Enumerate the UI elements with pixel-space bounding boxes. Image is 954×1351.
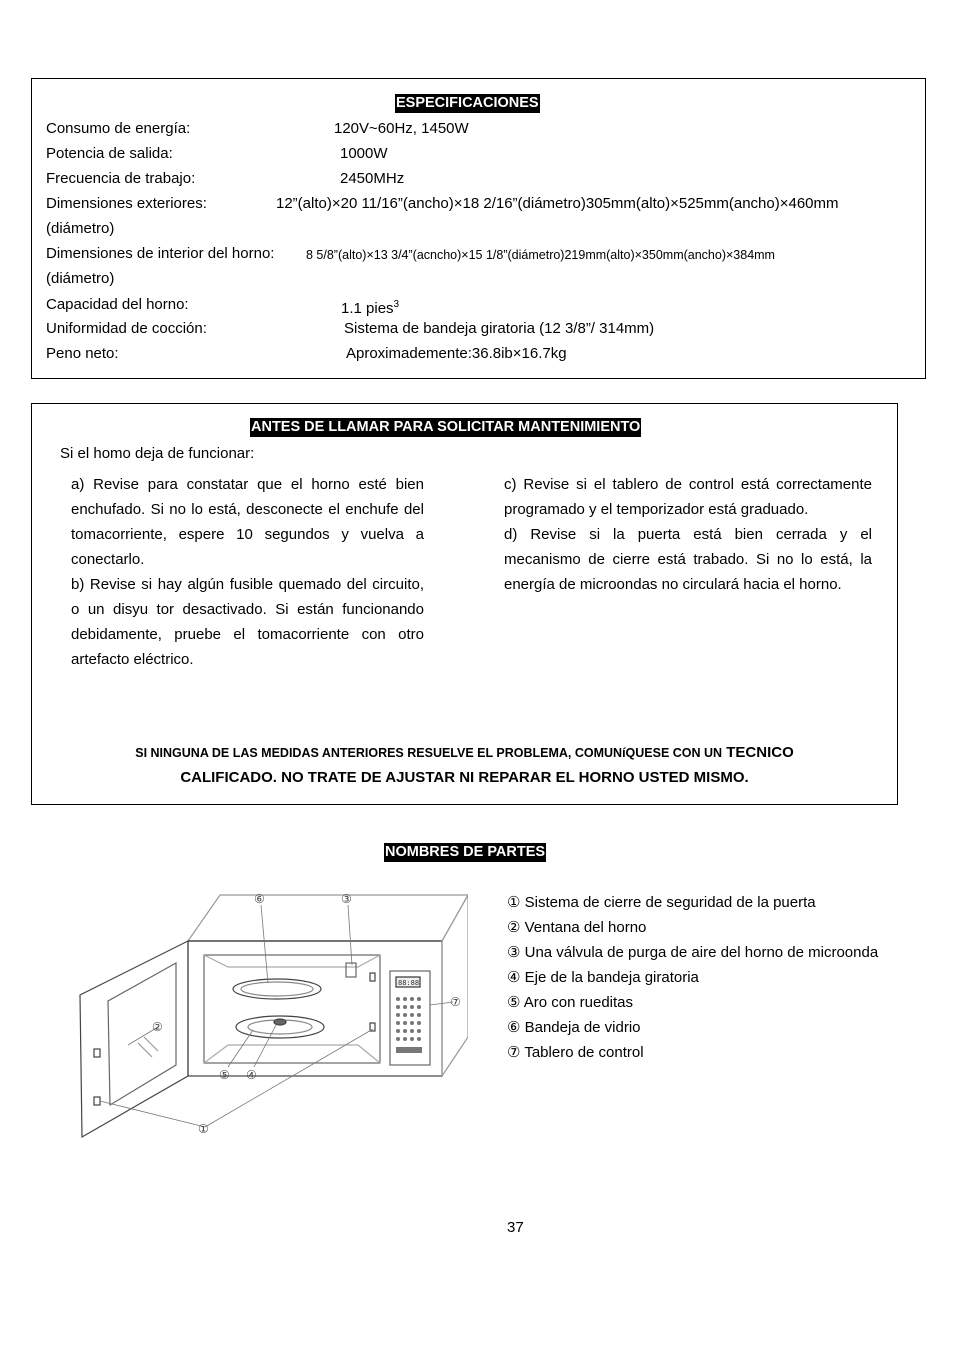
oven-side-panel — [442, 895, 468, 1076]
oven-top-panel — [188, 895, 468, 941]
spec-label-interior-dimensions: Dimensiones de interior del horno: — [46, 245, 275, 262]
callout-5: ⑤ — [219, 1068, 230, 1082]
window-glare-2 — [144, 1037, 158, 1051]
spec-label-oven-capacity: Capacidad del horno: — [46, 296, 189, 313]
spec-interior-dimensions-continued: (diámetro) — [46, 270, 115, 287]
spec-value-output-power: 1000W — [340, 145, 388, 162]
latch-slot-bottom — [370, 1023, 375, 1031]
air-vent — [346, 963, 356, 977]
callout-6: ⑥ — [254, 892, 265, 906]
service-heading: ANTES DE LLAMAR PARA SOLICITAR MANTENIMIENTO — [251, 419, 641, 435]
spec-label-output-power: Potencia de salida: — [46, 145, 173, 162]
microwave-illustration — [68, 885, 468, 1155]
spec-value-interior-dimensions: 8 5/8”(alto)×13 3/4”(acncho)×15 1/8”(diámetro)219mm(alto)×350mm(ancho)×384mm — [306, 248, 775, 262]
door-latch-bottom — [94, 1097, 100, 1105]
specifications-heading: ESPECIFICACIONES — [396, 95, 539, 111]
parts-list — [507, 890, 909, 1065]
spec-value-oven-capacity-text: 1.1 pies — [341, 300, 394, 317]
service-right-column — [504, 472, 872, 597]
part-item-1: ① Sistema de cierre de seguridad de la puerta — [507, 894, 816, 911]
service-step-a: a) Revise para constatar que el horno esté bien enchufado. Si no lo está, desconecte el enchufe del tomacorriente, espere 10 segundos y vuelva a conectarlo. — [71, 476, 424, 568]
service-step-b: b) Revise si hay algún fusible quemado del circuito, o un disyu tor desactivado. Si están funcionando debidamente, pruebe el tomacorriente con otro artefacto eléctrico. — [71, 576, 424, 668]
spec-value-net-weight: Aproximademente:36.8ib×16.7kg — [346, 345, 567, 362]
oven-cavity-floor — [204, 1045, 380, 1063]
window-glare-1 — [138, 1043, 152, 1057]
service-left-column — [71, 472, 424, 672]
spec-label-cooking-uniformity: Uniformidad de cocción: — [46, 320, 207, 337]
control-display-text: 88:88 — [398, 979, 420, 987]
part-item-2: ② Ventana del horno — [507, 919, 647, 936]
service-step-c: c) Revise si el tablero de control está correctamente programado y el temporizador está graduado. — [504, 476, 872, 518]
part-item-7: ⑦ Tablero de control — [507, 1044, 644, 1061]
service-intro: Si el homo deja de funcionar: — [60, 445, 255, 462]
callout-4: ④ — [246, 1068, 257, 1082]
oven-door — [80, 941, 188, 1137]
parts-heading: NOMBRES DE PARTES — [385, 844, 546, 860]
tray-shaft — [274, 1019, 286, 1025]
glass-tray-inner — [241, 982, 313, 996]
spec-label-power-consumption: Consumo de energía: — [46, 120, 191, 137]
service-warning-small-text: SI NINGUNA DE LAS MEDIDAS ANTERIORES RESUELVE EL PROBLEMA, COMUNíQUESE CON UN — [135, 746, 723, 760]
callout-1: ① — [198, 1122, 209, 1136]
service-warning-big-text: TECNICO — [726, 744, 794, 761]
spec-label-exterior-dimensions: Dimensiones exteriores: — [46, 195, 207, 212]
service-box — [31, 403, 898, 805]
page-number: 37 — [507, 1219, 524, 1236]
part-item-3: ③ Una válvula de purga de aire del horno de microonda — [507, 944, 879, 961]
service-warning-line-2: CALIFICADO. NO TRATE DE AJUSTAR NI REPARAR EL HORNO USTED MISMO. — [180, 769, 749, 786]
part-item-4: ④ Eje de la bandeja giratoria — [507, 969, 699, 986]
oven-cavity-back — [204, 955, 380, 967]
spec-value-power-consumption: 120V~60Hz, 1450W — [334, 120, 469, 137]
service-step-d: d) Revise si la puerta está bien cerrada y el mecanismo de cierre está trabado. Si no lo está, la energía de microondas no circulará hacia el horno. — [504, 526, 872, 593]
part-item-6: ⑥ Bandeja de vidrio — [507, 1019, 641, 1036]
latch-slot-top — [370, 973, 375, 981]
spec-label-net-weight: Peno neto: — [46, 345, 119, 362]
service-warning-line-1 — [32, 741, 897, 765]
callout-2: ② — [152, 1020, 163, 1034]
control-keypad — [396, 997, 422, 1053]
callout-3: ③ — [341, 892, 352, 906]
callout-7: ⑦ — [450, 995, 461, 1009]
spec-label-frequency: Frecuencia de trabajo: — [46, 170, 196, 187]
spec-value-frequency: 2450MHz — [340, 170, 405, 187]
part-item-5: ⑤ Aro con rueditas — [507, 994, 634, 1011]
oven-cavity — [204, 955, 380, 1063]
spec-value-oven-capacity — [341, 295, 399, 319]
oven-window — [108, 963, 176, 1105]
door-latch-top — [94, 1049, 100, 1057]
spec-value-exterior-dimensions: 12”(alto)×20 11/16”(ancho)×18 2/16”(diámetro)305mm(alto)×525mm(ancho)×460mm — [276, 195, 839, 212]
spec-value-cooking-uniformity: Sistema de bandeja giratoria (12 3/8”/ 314mm) — [344, 320, 655, 337]
spec-exterior-dimensions-continued: (diámetro) — [46, 220, 115, 237]
spec-value-oven-capacity-superscript: 3 — [393, 299, 400, 310]
specifications-box — [31, 78, 926, 379]
